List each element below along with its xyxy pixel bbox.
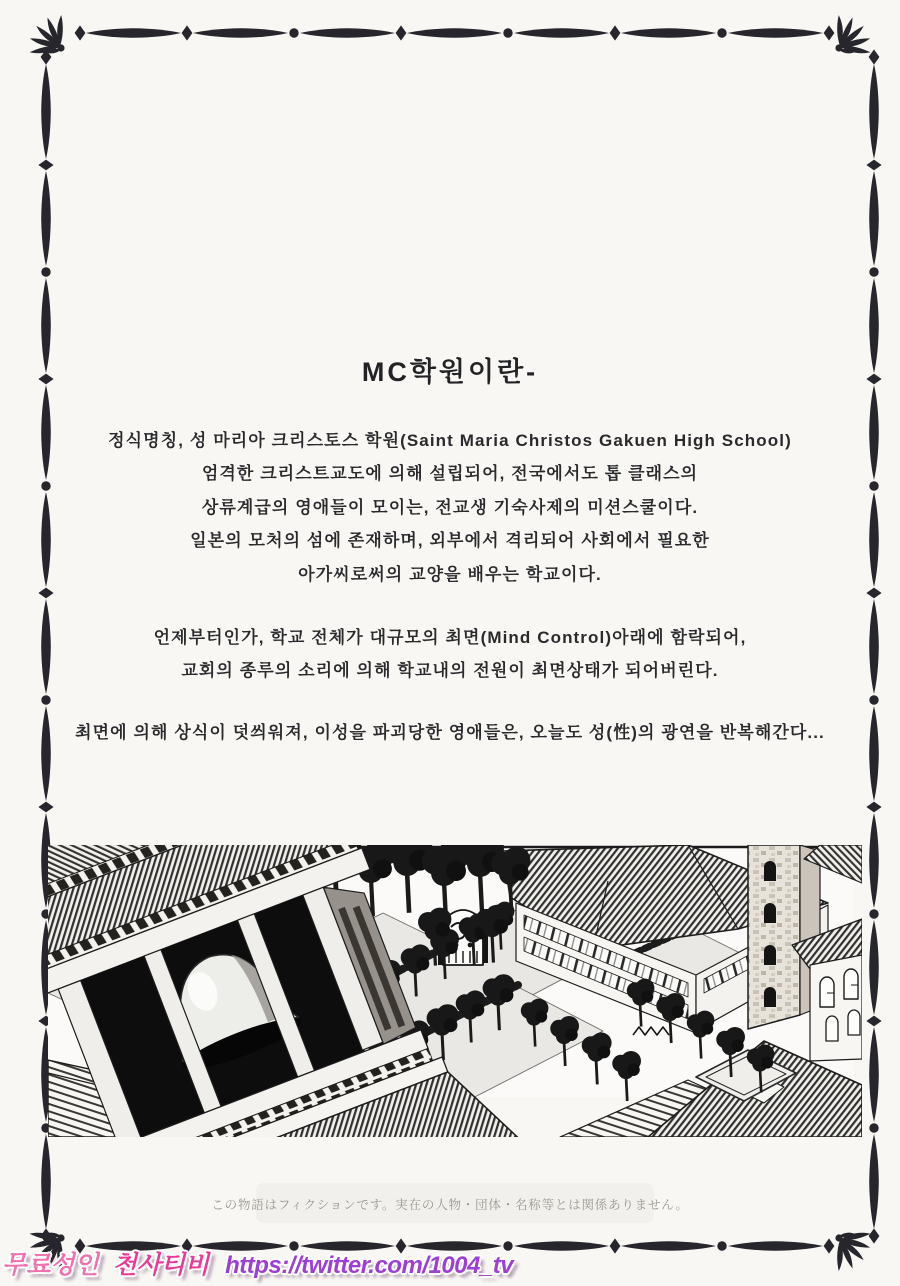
watermark-brand: 천사티비: [112, 1251, 210, 1279]
corner-ornament-top-left: [29, 15, 64, 55]
text-line: 정식명칭, 성 마리아 크리스토스 학원(Saint Maria Christos Gakuen High School): [108, 431, 792, 450]
intro-paragraph-1: [30, 424, 870, 591]
watermark: [2, 1245, 513, 1281]
page-title: MC학원이란-: [361, 357, 539, 387]
text-line: 엄격한 크리스트교도에 의해 설립되어, 전국에서도 톱 클래스의: [201, 464, 699, 484]
corner-ornament-top-right: [835, 15, 870, 55]
fiction-disclaimer: この物語はフィクションです。実在の人物・団体・名称等とは関係ありません。: [211, 1198, 689, 1212]
text-line: 일본의 모처의 섬에 존재하며, 외부에서 격리되어 사회에서 필요한: [190, 531, 710, 551]
stone-tower: [748, 845, 820, 1029]
campus-illustration: [48, 845, 862, 1137]
corner-ornament-bottom-right: [835, 1231, 870, 1271]
watermark-url-link[interactable]: https://twitter.com/1004_tv: [225, 1252, 514, 1279]
text-line: 아가씨로써의 교양을 배우는 학교이다.: [298, 564, 602, 584]
text-line: 언제부터인가, 학교 전체가 대규모의 최면(Mind Control)아래에 함락되어,: [153, 628, 747, 647]
watermark-prefix: 무료성인: [2, 1251, 99, 1279]
text-line: 교회의 종루의 소리에 의해 학교내의 전원이 최면상태가 되어버린다.: [181, 661, 719, 681]
text-line: 최면에 의해 상식이 덧씌워져, 이성을 파괴당한 영애들은, 오늘도 성(性)의 광연을 반복해간다...: [75, 723, 825, 742]
intro-paragraph-2: [30, 621, 870, 688]
text-line: 상류계급의 영애들이 모이는, 전교생 기숙사제의 미션스쿨이다.: [201, 497, 699, 517]
intro-paragraph-3: [30, 716, 870, 749]
